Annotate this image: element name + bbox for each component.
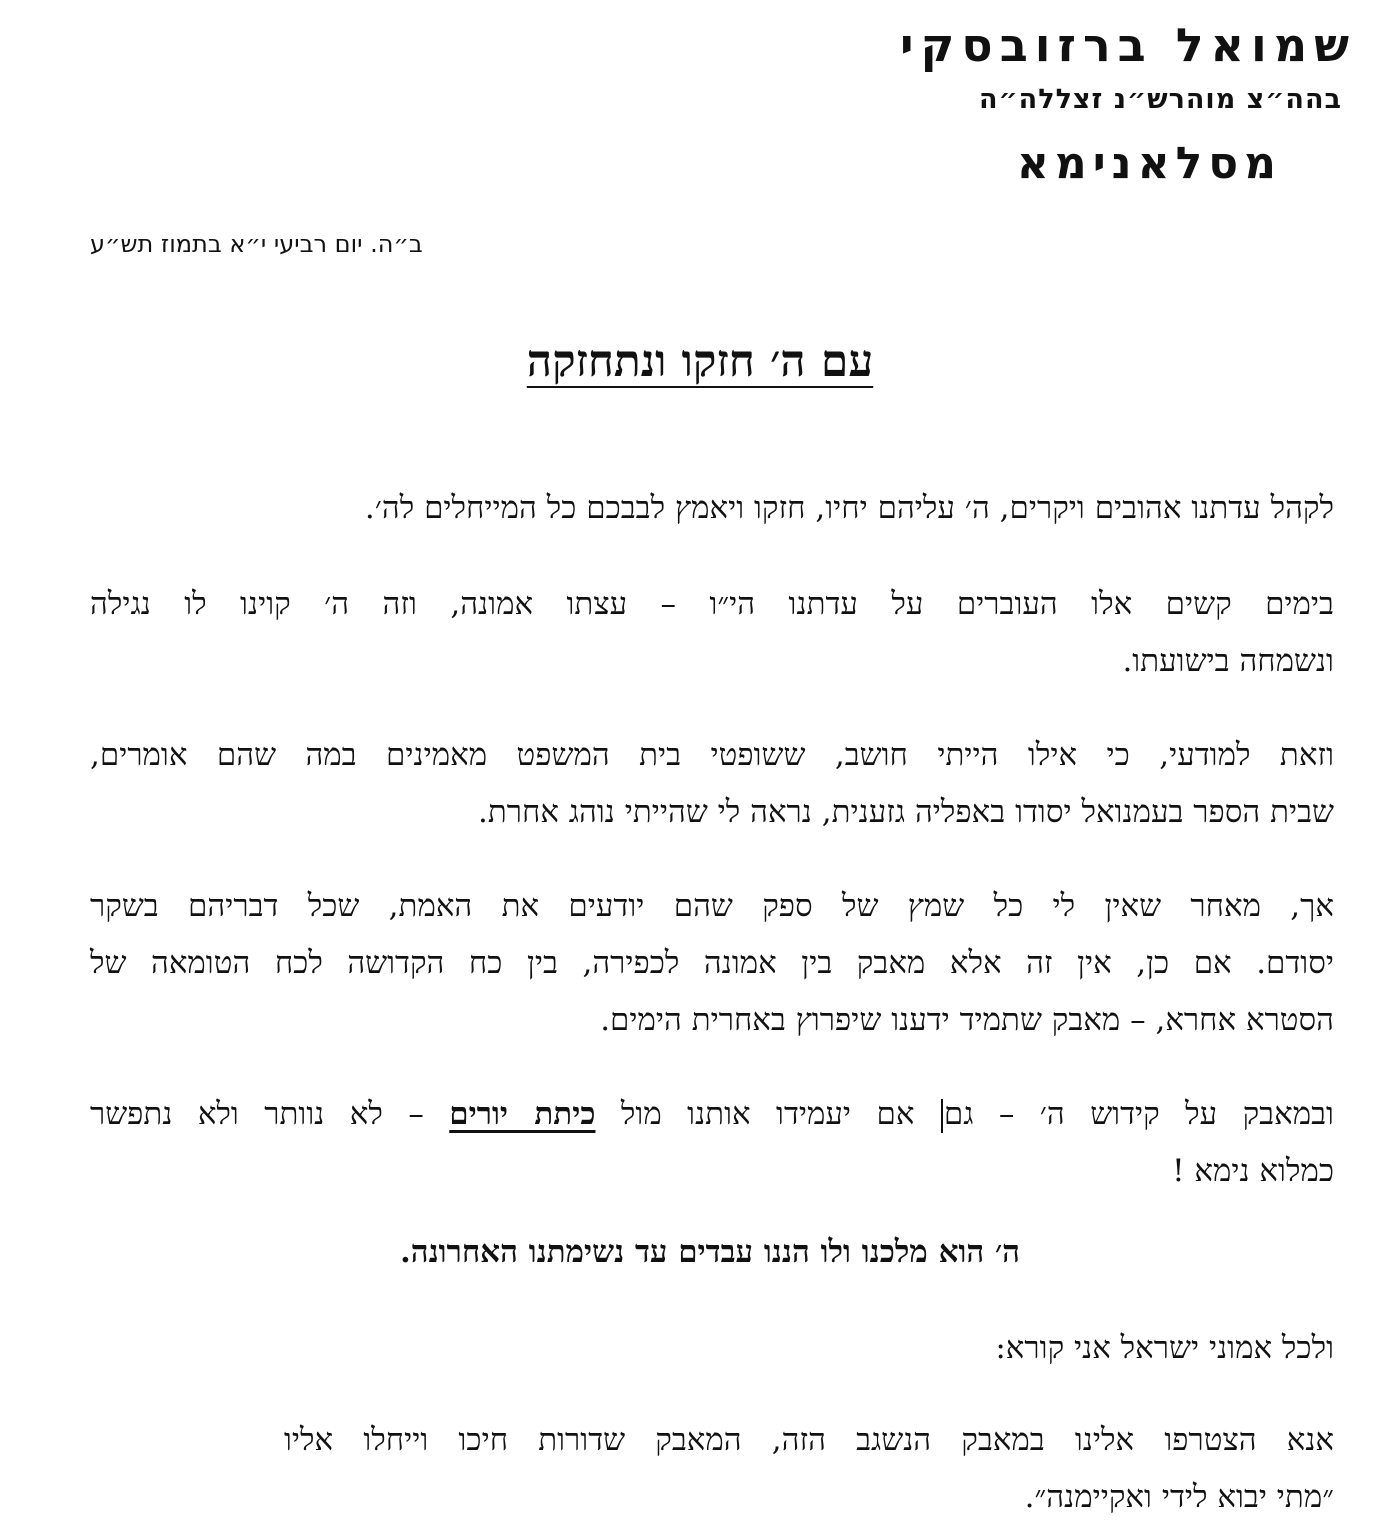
text-segment: אם יעמידו אותנו מול xyxy=(595,1096,940,1132)
date-line: ב״ה. יום רביעי י״א בתמוז תש״ע xyxy=(90,230,423,258)
paragraph-call xyxy=(90,1320,1334,1377)
paragraph-line: כמלוא נימא ! xyxy=(1172,1153,1334,1189)
paragraph-struggle xyxy=(90,878,1334,1049)
text-cursor xyxy=(941,1099,943,1133)
paragraph-court xyxy=(90,727,1334,841)
letter-title: עם ה׳ חזקו ונתחזקה xyxy=(526,336,874,387)
paragraph-line: אך, מאחר שאין לי כל שמץ של ספק שהם יודעים את האמת, שכל דבריהם בשקר xyxy=(90,888,1334,924)
paragraph-hard-days xyxy=(90,576,1334,690)
paragraph-line: לקהל עדתנו אהובים ויקרים, ה׳ עליהם יחיו, חזקו ויאמץ לבבכם כל המייחלים לה׳. xyxy=(364,490,1334,526)
paragraph-greeting xyxy=(90,480,1334,537)
underlined-phrase: כיתת יורים xyxy=(449,1096,596,1132)
paragraph-appeal xyxy=(284,1412,1334,1526)
letterhead-lineage: בהה״צ מוהרש״נ זצללה״ה xyxy=(978,84,1342,115)
paragraph-sanctification xyxy=(90,1086,1334,1200)
paragraph-line: ונשמחה בישועתו. xyxy=(1122,643,1334,679)
paragraph-line xyxy=(90,1086,1334,1143)
paragraph-line: אנא הצטרפו אלינו במאבק הנשגב הזה, המאבק שדורות חיכו וייחלו אליו xyxy=(284,1422,1334,1458)
letterhead-name: שמואל ברזובסקי xyxy=(900,18,1356,72)
paragraph-line: בימים קשים אלו העוברים על עדתנו הי״ו – עצתו אמונה, וזה ה׳ קוינו לו נגילה xyxy=(90,586,1334,622)
text-segment: – לא נוותר ולא נתפשר xyxy=(90,1096,450,1132)
letterhead-city: מסלאנימא xyxy=(1016,138,1282,189)
paragraph-line: ולכל אמוני ישראל אני קורא: xyxy=(995,1330,1334,1366)
paragraph-line: יסודם. אם כן, אין זה אלא מאבק בין אמונה לכפירה, בין כח הקדושה לכח הטומאה של xyxy=(90,945,1334,981)
paragraph-line: ״מתי יבוא לידי ואקיימנה״. xyxy=(1024,1479,1334,1515)
paragraph-line: הסטרא אחרא, – מאבק שתמיד ידענו שיפרוץ באחרית הימים. xyxy=(600,1002,1334,1038)
centered-declaration: ה׳ הוא מלכנו ולו הננו עבדים עד נשימתנו האחרונה. xyxy=(399,1234,1021,1270)
paragraph-line: וזאת למודעי, כי אילו הייתי חושב, ששופטי בית המשפט מאמינים במה שהם אומרים, xyxy=(90,737,1334,773)
text-segment: ובמאבק על קידוש ה׳ – גם xyxy=(943,1096,1334,1132)
paragraph-line: שבית הספר בעמנואל יסודו באפליה גזענית, נראה לי שהייתי נוהג אחרת. xyxy=(478,794,1334,830)
